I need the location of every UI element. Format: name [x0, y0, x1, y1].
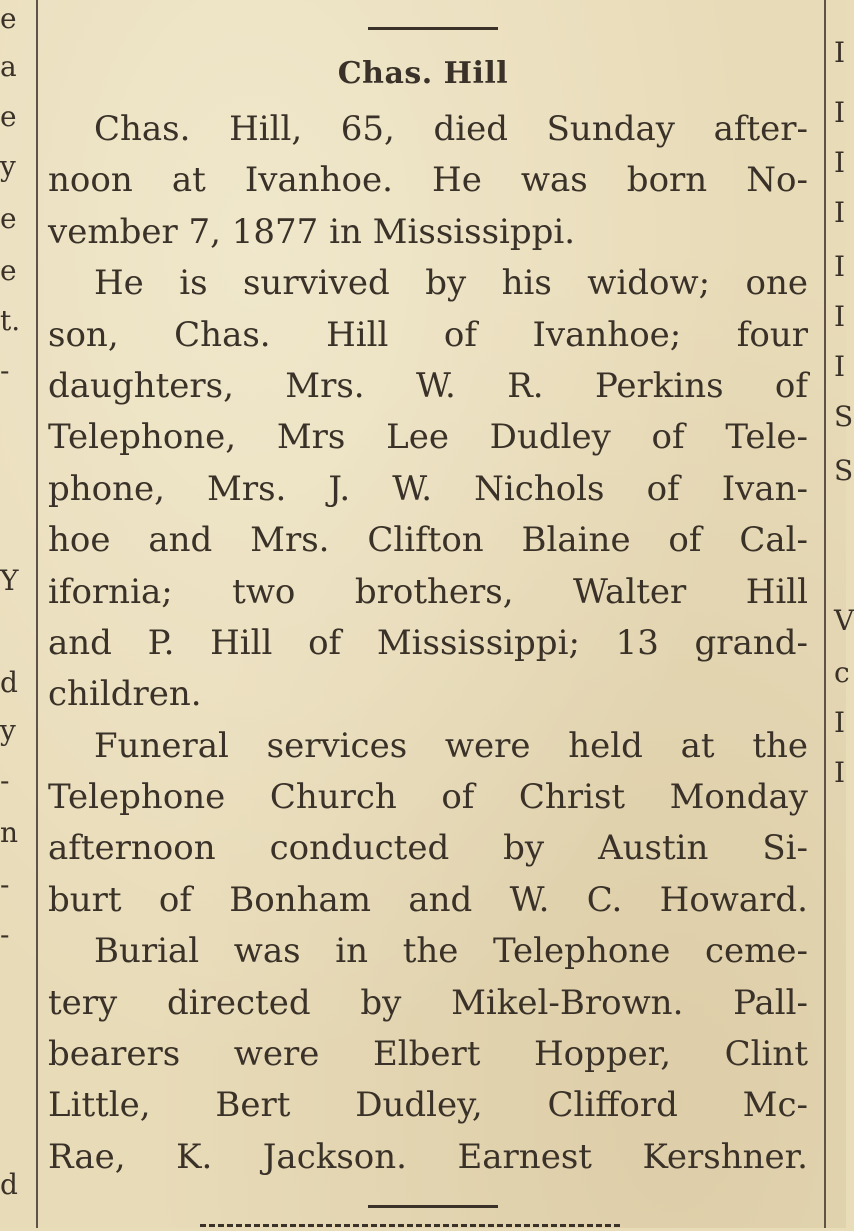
right-column-rule — [824, 0, 826, 1228]
right-fragment: V — [834, 604, 854, 637]
article-line: ifornia; two brothers, Walter Hill — [48, 571, 808, 612]
left-fragment: e — [0, 254, 17, 287]
article-line: son, Chas. Hill of Ivanhoe; four — [48, 314, 808, 355]
left-fragment: d — [0, 666, 18, 699]
article-line: Telephone, Mrs Lee Dudley of Tele- — [48, 417, 808, 458]
article-line: bearers were Elbert Hopper, Clint — [48, 1034, 808, 1075]
bottom-divider-rule — [368, 1205, 498, 1208]
article-line: afternoon conducted by Austin Si- — [48, 828, 808, 869]
article-line: hoe and Mrs. Clifton Blaine of Cal- — [48, 520, 808, 561]
right-fragment: I — [834, 96, 846, 129]
headline-text: Chas. Hill — [337, 56, 509, 91]
left-fragment: y — [0, 150, 16, 183]
right-fragment: c — [834, 656, 850, 689]
cut-off-next-headline — [200, 1218, 620, 1228]
article-body — [48, 104, 808, 1183]
left-fragment: - — [0, 764, 10, 797]
article-headline — [0, 56, 846, 91]
article-line: Rae, K. Jackson. Earnest Kershner. — [48, 1136, 808, 1177]
article-line: Chas. Hill, 65, died Sunday after- — [94, 109, 808, 149]
right-fragment: I — [834, 300, 846, 333]
right-fragment: S — [834, 454, 854, 487]
article-line: children. — [48, 674, 202, 715]
article-line: vember 7, 1877 in Mississippi. — [48, 211, 576, 252]
left-fragment: a — [0, 50, 17, 83]
right-fragment: I — [834, 146, 846, 179]
article-line: noon at Ivanhoe. He was born No- — [48, 160, 808, 201]
left-fragment: - — [0, 918, 10, 951]
left-fragment: n — [0, 816, 19, 849]
right-fragment: I — [834, 36, 846, 69]
right-fragment: I — [834, 250, 846, 283]
left-fragment: Y — [0, 564, 19, 597]
top-divider-rule — [368, 27, 498, 30]
article-line: daughters, Mrs. W. R. Perkins of — [48, 365, 808, 406]
article-line: Telephone Church of Christ Monday — [48, 777, 808, 818]
left-column-rule — [36, 0, 38, 1228]
article-line: Funeral services were held at the — [94, 725, 808, 766]
right-fragment: I — [834, 196, 846, 229]
right-fragment: I — [834, 756, 846, 789]
left-fragment: t. — [0, 304, 21, 337]
article-line: Burial was in the Telephone ceme- — [94, 931, 808, 972]
article-line: burt of Bonham and W. C. Howard. — [48, 879, 808, 920]
right-column-fragments — [832, 0, 854, 1228]
right-fragment: I — [834, 706, 846, 739]
article-line: and P. Hill of Mississippi; 13 grand- — [48, 622, 808, 663]
left-fragment: e — [0, 100, 17, 133]
left-fragment: - — [0, 868, 10, 901]
left-fragment: e — [0, 2, 17, 35]
article-line: He is survived by his widow; one — [94, 263, 808, 304]
left-column-fragments — [0, 0, 30, 1228]
article-line: Little, Bert Dudley, Clifford Mc- — [48, 1085, 808, 1126]
article-line: tery directed by Mikel-Brown. Pall- — [48, 982, 808, 1023]
left-fragment: y — [0, 714, 16, 747]
right-fragment: S — [834, 400, 854, 433]
left-fragment: - — [0, 354, 10, 387]
article-line: phone, Mrs. J. W. Nichols of Ivan- — [48, 468, 808, 509]
left-fragment: d — [0, 1168, 18, 1201]
left-fragment: e — [0, 202, 17, 235]
right-fragment: I — [834, 350, 846, 383]
